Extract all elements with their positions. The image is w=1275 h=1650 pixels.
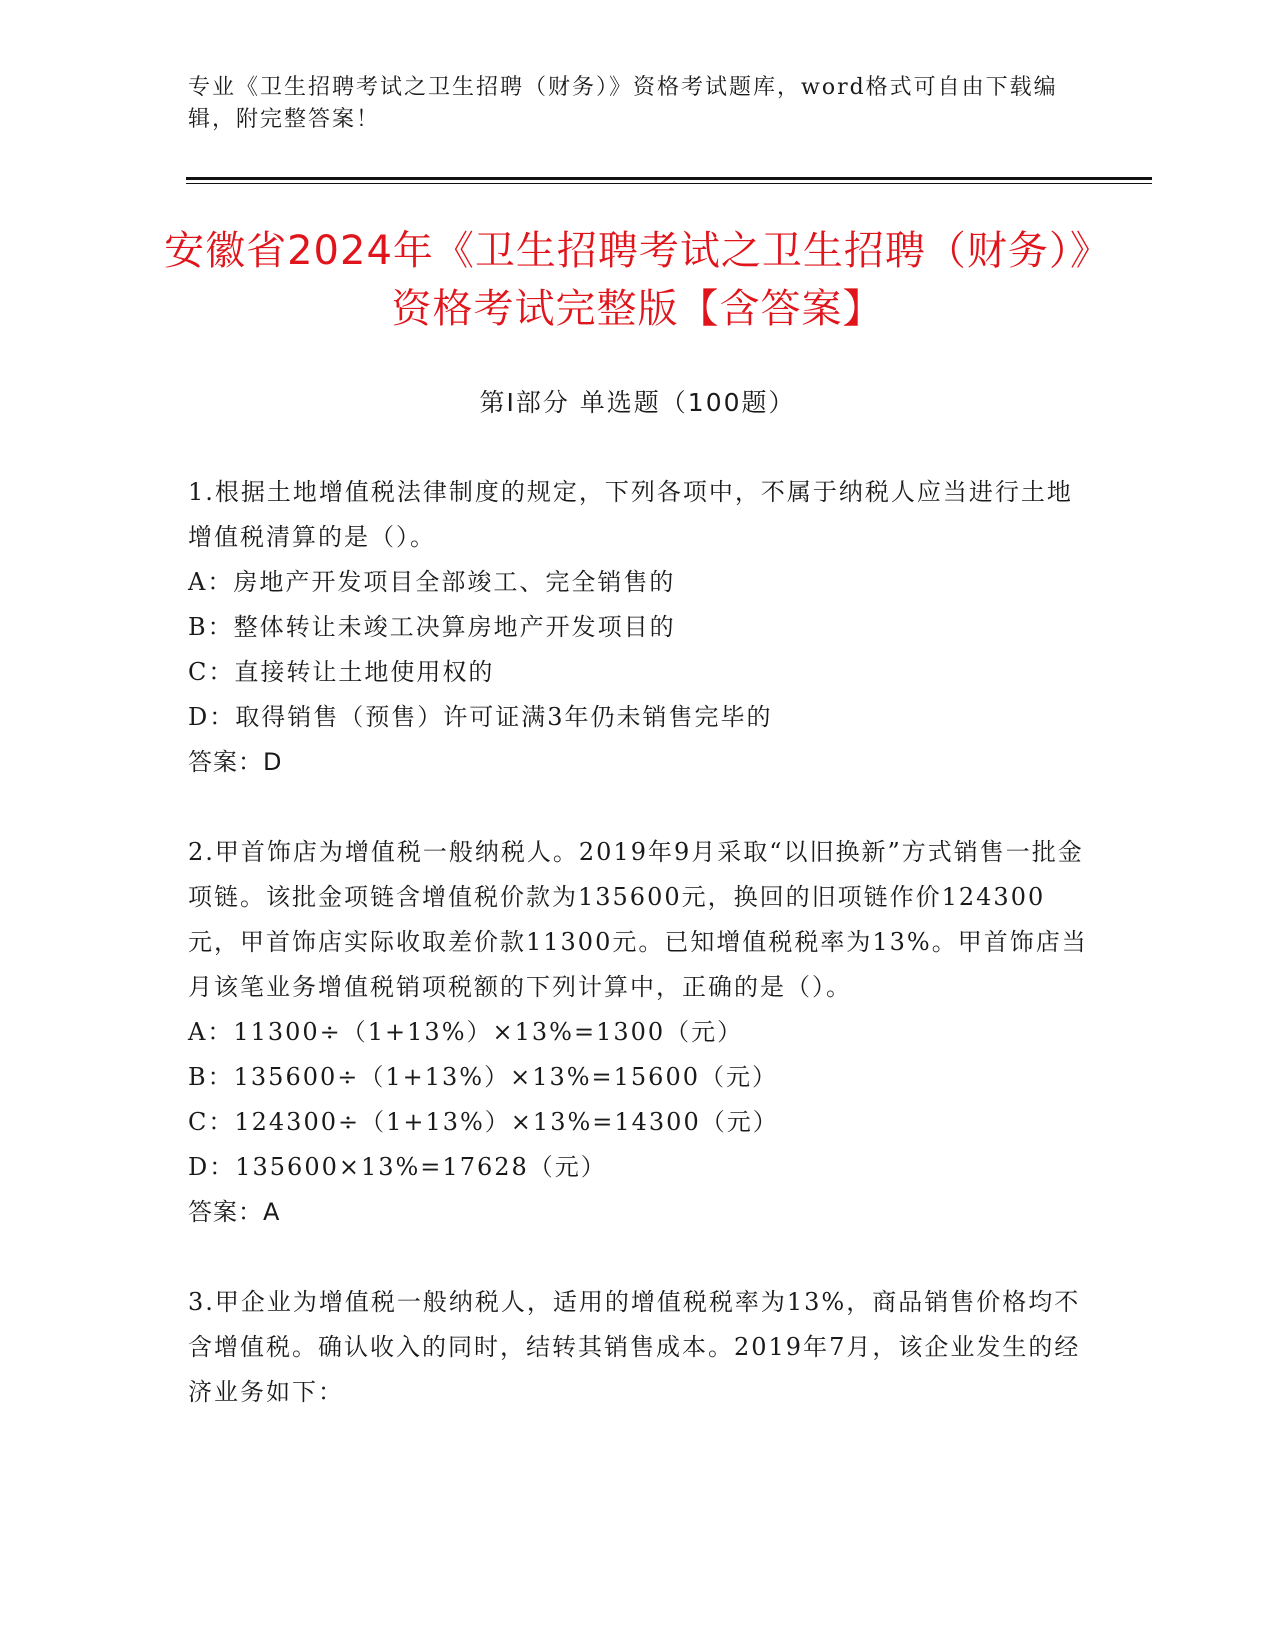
option-c: C：直接转让土地使用权的 [188, 658, 495, 686]
question-1 [188, 470, 1088, 785]
question-stem: 1.根据土地增值税法律制度的规定，下列各项中，不属于纳税人应当进行土地增值税清算的是（）。 [188, 478, 1073, 551]
option-d: D：取得销售（预售）许可证满3年仍未销售完毕的 [188, 703, 773, 731]
option-c: C：124300÷（1+13%）×13%=14300（元） [188, 1108, 779, 1136]
answer: 答案：A [188, 1198, 281, 1226]
question-stem: 2.甲首饰店为增值税一般纳税人。2019年9月采取“以旧换新”方式销售一批金项链。该批金项链含增值税价款为135600元，换回的旧项链作价124300元，甲首饰店实际收取差价款11300元。已知增值税税率为13%。甲首饰店当月该笔业务增值税销项税额的下列计算中，正确的是（）。 [188, 838, 1088, 1001]
header-divider-thin [186, 183, 1152, 184]
header-divider-thick [186, 177, 1152, 180]
option-b: B：135600÷（1+13%）×13%=15600（元） [188, 1063, 778, 1091]
option-d: D：135600×13%=17628（元） [188, 1153, 607, 1181]
answer: 答案：D [188, 748, 283, 776]
document-title: 安徽省2024年《卫生招聘考试之卫生招聘（财务）》资格考试完整版【含答案】 [164, 228, 1111, 332]
header-note: 专业《卫生招聘考试之卫生招聘（财务）》资格考试题库，word格式可自由下载编辑，附完整答案！ [188, 75, 1058, 132]
question-3 [188, 1280, 1088, 1415]
option-a: A：11300÷（1+13%）×13%=1300（元） [188, 1018, 744, 1046]
question-list [188, 470, 1088, 1460]
question-stem: 3.甲企业为增值税一般纳税人，适用的增值税税率为13%，商品销售价格均不含增值税。确认收入的同时，结转其销售成本。2019年7月，该企业发生的经济业务如下： [188, 1288, 1081, 1406]
question-2 [188, 830, 1088, 1235]
section-title: 第I部分 单选题（100题） [479, 388, 796, 417]
option-a: A：房地产开发项目全部竣工、完全销售的 [188, 568, 676, 596]
option-b: B：整体转让未竣工决算房地产开发项目的 [188, 613, 676, 641]
